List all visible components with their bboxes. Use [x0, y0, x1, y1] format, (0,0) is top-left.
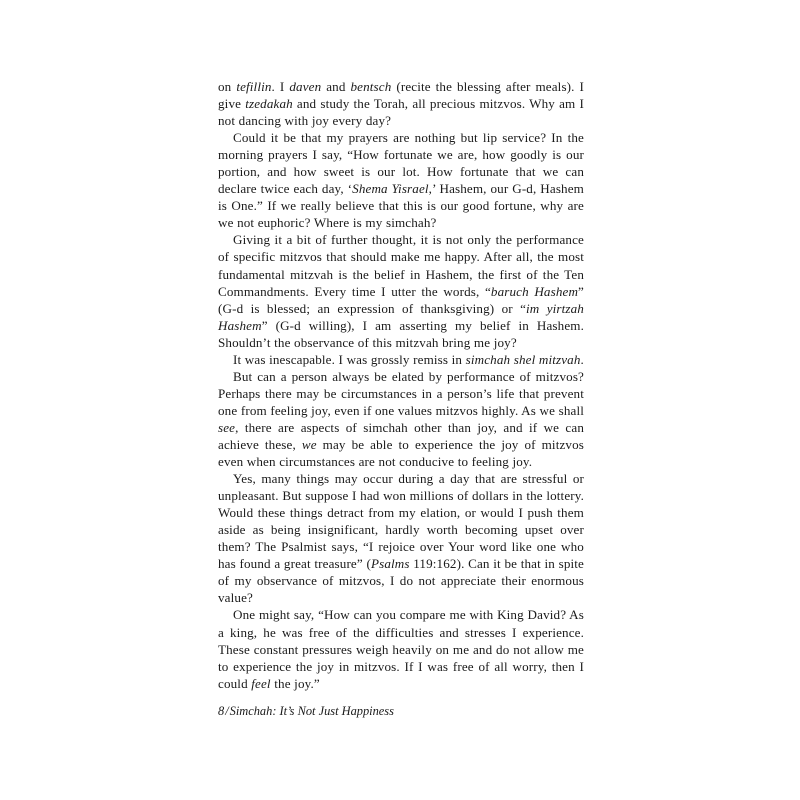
paragraph-4: It was inescapable. I was grossly remiss in simchah shel mitzvah. — [233, 351, 584, 367]
paragraph-3: Giving it a bit of further thought, it is not only the performance of specific mitzvos that should make me happy. After all, the most fundamental mitzvah is the belief in Hashem, the first of the Ten Commandments. Every time I utter the words, “baruch Hashem” (G-d is blessed; an expression of thanksgiving) or “im yirtzah Hashem” (G-d willing), I am asserting my belief in Hashem. Shouldn’t the observance of this mitzvah bring me joy? — [218, 232, 584, 350]
footer-separator: / — [225, 704, 229, 718]
paragraph-1: on tefillin. I daven and bentsch (recite the blessing after meals). I give tzedakah and study the Torah, all precious mitzvos. Why am I not dancing with joy every day? — [218, 79, 584, 129]
paragraph-5: But can a person always be elated by performance of mitzvos? Perhaps there may be circumstances in a person’s life that prevent one from feeling joy, even if one values mitzvos highly. As we shall see, there are aspects of simchah other than joy, and if we can achieve these, we may be able to experience the joy of mitzvos even when circumstances are not conducive to feeling joy. — [218, 368, 584, 470]
paragraph-6: Yes, many things may occur during a day that are stressful or unpleasant. But suppose I had won millions of dollars in the lottery. Would these things detract from my elation, or would I push them aside as being insignificant, hardly worth becoming upset over them? The Psalmist says, “I rejoice over Your word like one who has found a great treasure” (Psalms 119:162). Can it be that in spite of my observance of mitzvos, I do not appreciate their enormous value? — [218, 471, 584, 606]
paragraph-7: One might say, “How can you compare me with King David? As a king, he was free of the difficulties and stresses I experience. These constant pressures weigh heavily on me and do not allow me to experience the joy in mitzvos. If I was free of all worry, then I could feel the joy.” — [218, 607, 584, 691]
folio-page-number: 8 — [218, 704, 225, 718]
paragraph-2: Could it be that my prayers are nothing but lip service? In the morning prayers I say, “How fortunate we are, how goodly is our portion, and how sweet is our lot. How fortunate that we can declare twice each day, ‘Shema Yisrael,’ Hashem, our G-d, Hashem is One.” If we really believe that this is our good fortune, why are we not euphoric? Where is my simchah? — [218, 130, 584, 231]
body-text-block — [218, 78, 584, 692]
footer-book-title: Simchah: It’s Not Just Happiness — [229, 704, 394, 718]
page-footer — [218, 703, 638, 719]
